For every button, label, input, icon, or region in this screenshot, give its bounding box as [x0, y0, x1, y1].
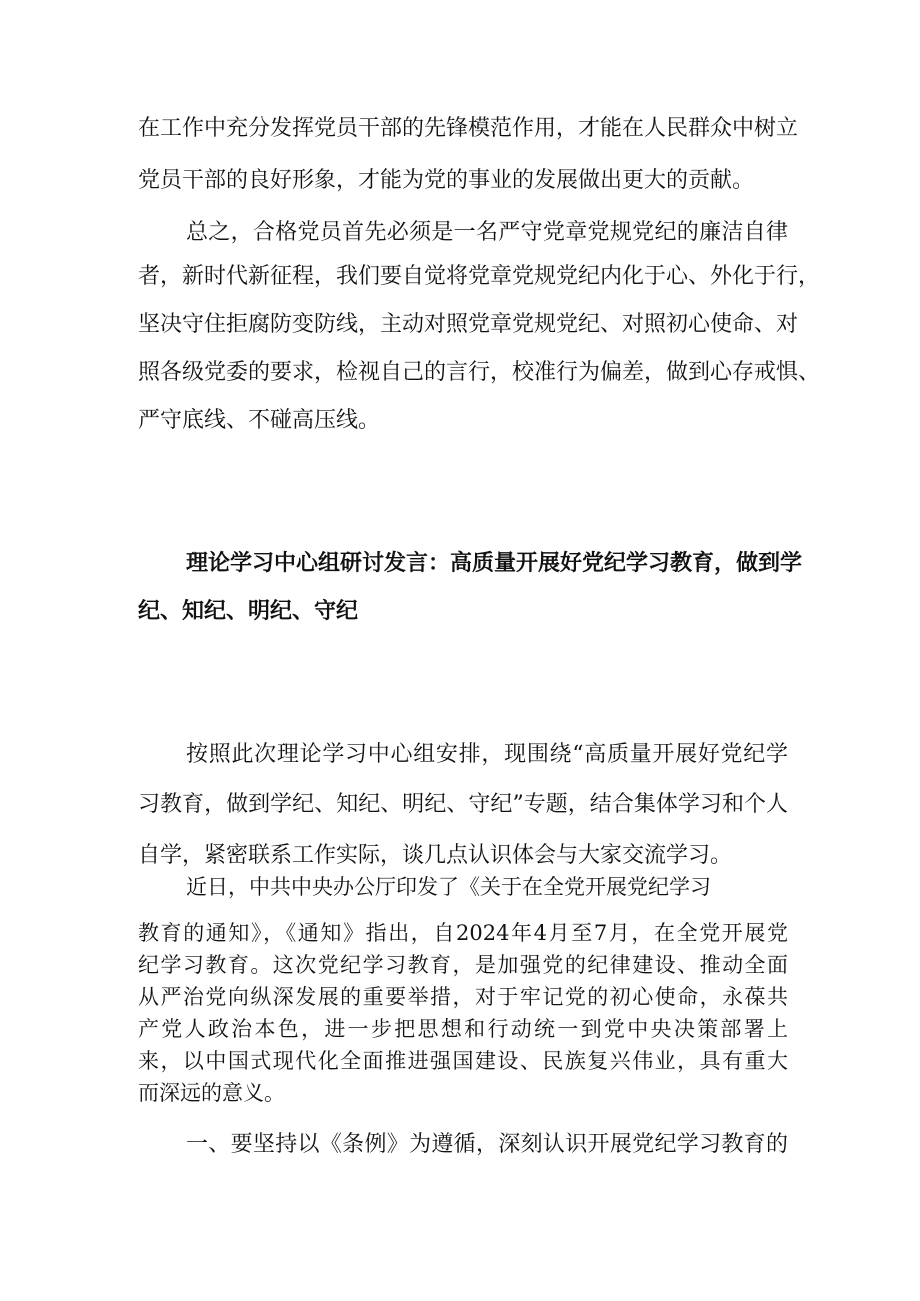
paragraph-line: 纪学习教育。这次党纪学习教育，是加强党的纪律建设、推动全面: [138, 953, 788, 977]
paragraph-line: 而深远的意义。: [138, 1081, 285, 1105]
section-title: 理论学习中心组研讨发言：高质量开展好党纪学习教育，做到学: [186, 551, 803, 576]
paragraph-line: 近日，中共中央办公厅印发了《关于在全党开展党纪学习: [186, 875, 711, 899]
paragraph-line: 教育的通知》，《通知》指出，自2024年4月至7月，在全党开展党: [138, 921, 788, 945]
paragraph-line: 来，以中国式现代化全面推进强国建设、民族复兴伟业，具有重大: [138, 1049, 788, 1073]
paragraph-line: 严守底线、不碰高压线。: [138, 408, 381, 433]
paragraph-line: 一、要坚持以《条例》为遵循，深刻认识开展党纪学习教育的: [186, 1132, 788, 1157]
section-title: 纪、知纪、明纪、守纪: [138, 599, 359, 624]
paragraph-line: 习教育，做到学纪、知纪、明纪、守纪”专题，结合集体学习和个人: [138, 792, 788, 817]
paragraph-line: 在工作中充分发挥党员干部的先锋模范作用，才能在人民群众中树立: [138, 116, 799, 141]
paragraph-line: 坚决守住拒腐防变防线，主动对照党章党规党纪、对照初心使命、对: [138, 312, 799, 337]
paragraph-line: 自学，紧密联系工作实际，谈几点认识体会与大家交流学习。: [138, 843, 733, 868]
paragraph-line: 总之，合格党员首先必须是一名严守党章党规党纪的廉洁自律: [186, 220, 788, 245]
paragraph-line: 按照此次理论学习中心组安排，现围绕“高质量开展好党纪学: [186, 742, 788, 767]
paragraph-line: 党员干部的良好形象，才能为党的事业的发展做出更大的贡献。: [138, 168, 755, 193]
paragraph-line: 产党人政治本色，进一步把思想和行动统一到党中央决策部署上: [138, 1017, 788, 1041]
paragraph-line: 者，新时代新征程，我们要自觉将党章党规党纪内化于心、外化于行，: [138, 264, 821, 289]
paragraph-line: 从严治党向纵深发展的重要举措，对于牢记党的初心使命，永葆共: [138, 985, 788, 1009]
paragraph-line: 照各级党委的要求，检视自己的言行，校准行为偏差，做到心存戒惧、: [138, 360, 821, 385]
